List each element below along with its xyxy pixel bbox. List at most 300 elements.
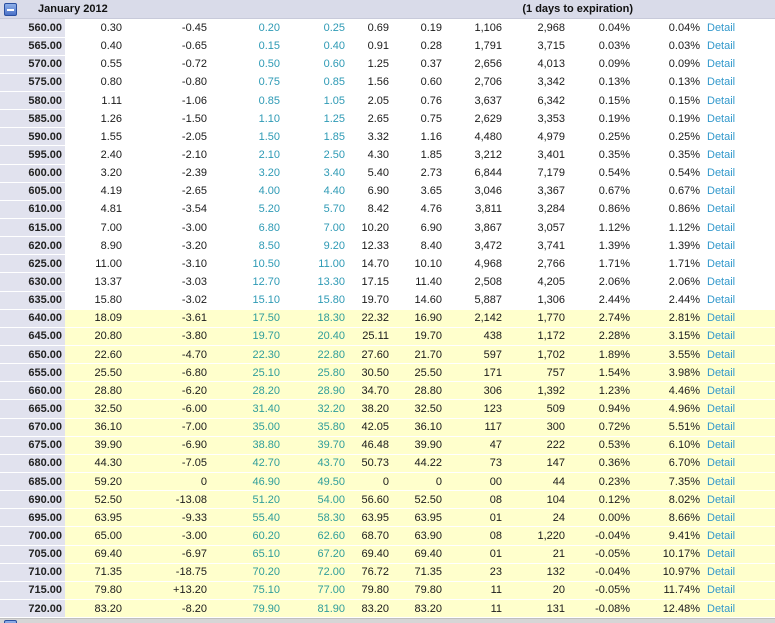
ask-cell[interactable]: 81.90 [283,600,348,618]
option-row [0,491,775,509]
option-row [0,509,775,527]
detail-link[interactable]: Detail [707,348,736,361]
option-row [0,581,775,599]
detail-link[interactable]: Detail [707,530,736,542]
strike-cell: 595.00 [0,146,65,164]
detail-cell [703,237,775,255]
high-cell: 22.32 [348,309,392,327]
strike-cell: 590.00 [0,128,65,146]
low-cell: 28.80 [392,382,445,400]
volume-cell: 2,706 [445,73,505,91]
volume-cell: 11 [445,581,505,599]
collapse-minus-icon[interactable] [4,3,17,16]
bid-cell[interactable]: 70.20 [210,563,283,581]
low-cell: 0.28 [392,37,445,55]
pct-b-cell: 4.96% [633,400,703,418]
volume-cell: 2,142 [445,309,505,327]
change-cell: -2.10 [125,146,210,164]
ask-cell[interactable]: 43.70 [283,454,348,472]
detail-link[interactable]: Detail [707,403,736,416]
detail-link[interactable]: Detail [707,21,736,34]
open-interest-cell: 757 [505,364,568,382]
detail-link[interactable]: Detail [707,330,736,343]
volume-cell: 5,887 [445,291,505,309]
pct-b-cell: 6.70% [633,454,703,472]
ask-cell[interactable]: 32.20 [283,400,348,418]
open-interest-cell: 3,342 [505,73,568,91]
detail-link[interactable]: Detail [707,584,736,597]
strike-cell: 675.00 [0,436,65,454]
bid-cell[interactable]: 15.10 [210,291,283,309]
bid-cell[interactable]: 19.70 [210,327,283,345]
volume-cell: 3,212 [445,146,505,164]
high-cell: 38.20 [348,400,392,418]
option-row [0,237,775,255]
high-cell: 25.11 [348,327,392,345]
detail-cell [703,19,775,37]
ask-cell[interactable]: 1.25 [283,110,348,128]
change-cell: -3.54 [125,200,210,218]
volume-cell: 6,844 [445,164,505,182]
pct-b-cell: 5.51% [633,418,703,436]
detail-link[interactable]: Detail [707,384,736,397]
volume-cell: 3,867 [445,219,505,237]
detail-cell [703,37,775,55]
open-interest-cell: 3,367 [505,182,568,200]
open-interest-cell: 104 [505,491,568,509]
low-cell: 16.90 [392,309,445,327]
detail-cell [703,454,775,472]
bid-cell[interactable]: 35.00 [210,418,283,436]
last-cell: 83.20 [65,600,125,618]
pct-b-cell: 3.55% [633,346,703,364]
volume-cell: 306 [445,382,505,400]
ask-cell[interactable]: 15.80 [283,291,348,309]
volume-cell: 11 [445,600,505,618]
open-interest-cell: 3,284 [505,200,568,218]
option-row [0,563,775,581]
pct-b-cell: 8.66% [633,509,703,527]
bid-cell[interactable]: 2.10 [210,146,283,164]
detail-cell [703,92,775,110]
strike-cell: 570.00 [0,55,65,73]
open-interest-cell: 2,766 [505,255,568,273]
bid-cell[interactable]: 75.10 [210,581,283,599]
high-cell: 2.65 [348,110,392,128]
option-row [0,219,775,237]
detail-cell [703,382,775,400]
detail-cell [703,182,775,200]
detail-link[interactable]: Detail [707,493,736,506]
pct-b-cell: 0.04% [633,19,703,37]
pct-b-cell: 1.39% [633,237,703,255]
low-cell: 25.50 [392,364,445,382]
last-cell: 18.09 [65,309,125,327]
option-row [0,128,775,146]
ask-cell[interactable]: 2.50 [283,146,348,164]
ask-cell[interactable]: 11.00 [283,255,348,273]
option-row [0,545,775,563]
ask-cell[interactable]: 22.80 [283,346,348,364]
detail-link[interactable]: Detail [707,149,736,162]
detail-link[interactable]: Detail [707,457,736,470]
last-cell: 32.50 [65,400,125,418]
detail-link[interactable]: Detail [707,58,736,71]
bid-cell[interactable]: 25.10 [210,364,283,382]
pct-b-cell: 0.13% [633,73,703,91]
ask-cell[interactable]: 9.20 [283,237,348,255]
detail-link[interactable]: Detail [707,40,736,53]
strike-cell: 575.00 [0,73,65,91]
change-cell: -3.02 [125,291,210,309]
option-row [0,309,775,327]
volume-cell: 117 [445,418,505,436]
last-cell: 8.90 [65,237,125,255]
last-cell: 4.19 [65,182,125,200]
detail-link[interactable]: Detail [707,511,736,524]
pct-a-cell: 2.28% [568,327,633,345]
volume-cell: 2,656 [445,55,505,73]
detail-link[interactable]: Detail [707,239,736,252]
bid-cell[interactable]: 0.15 [210,37,283,55]
volume-cell: 2,508 [445,273,505,291]
change-cell: -18.75 [125,563,210,581]
open-interest-cell: 1,306 [505,291,568,309]
open-interest-cell: 6,342 [505,92,568,110]
high-cell: 69.40 [348,545,392,563]
option-row [0,600,775,618]
high-cell: 2.05 [348,92,392,110]
high-cell: 42.05 [348,418,392,436]
change-cell: -0.45 [125,19,210,37]
detail-link[interactable]: Detail [707,112,736,125]
low-cell: 4.76 [392,200,445,218]
strike-cell: 605.00 [0,182,65,200]
low-cell: 1.85 [392,146,445,164]
ask-cell[interactable]: 1.05 [283,92,348,110]
strike-cell: 580.00 [0,92,65,110]
bid-cell[interactable]: 0.85 [210,92,283,110]
ask-cell[interactable]: 72.00 [283,563,348,581]
pct-b-cell: 0.54% [633,164,703,182]
pct-a-cell: 0.13% [568,73,633,91]
pct-a-cell: 0.53% [568,436,633,454]
pct-b-cell: 8.02% [633,491,703,509]
bid-cell[interactable]: 1.10 [210,110,283,128]
pct-b-cell: 6.10% [633,436,703,454]
low-cell: 0 [392,473,445,491]
option-row [0,182,775,200]
bid-cell[interactable]: 3.20 [210,164,283,182]
pct-a-cell: -0.08% [568,600,633,618]
detail-link[interactable]: Detail [707,221,736,234]
detail-link[interactable]: Detail [707,566,736,579]
detail-link[interactable]: Detail [707,203,736,216]
change-cell: -3.00 [125,219,210,237]
ask-cell[interactable]: 28.90 [283,382,348,400]
pct-b-cell: 0.35% [633,146,703,164]
last-cell: 0.55 [65,55,125,73]
high-cell: 12.33 [348,237,392,255]
high-cell: 17.15 [348,273,392,291]
pct-b-cell: 2.06% [633,273,703,291]
ask-cell[interactable]: 49.50 [283,473,348,491]
bid-cell[interactable]: 5.20 [210,200,283,218]
option-row [0,110,775,128]
pct-b-cell: 9.41% [633,527,703,545]
detail-cell [703,164,775,182]
low-cell: 83.20 [392,600,445,618]
option-row [0,454,775,472]
bid-cell[interactable]: 8.50 [210,237,283,255]
detail-cell [703,309,775,327]
bid-cell[interactable]: 60.20 [210,527,283,545]
next-section-header-partial [0,618,775,623]
pct-b-cell: 0.67% [633,182,703,200]
strike-cell: 615.00 [0,219,65,237]
strike-cell: 650.00 [0,346,65,364]
change-cell: -3.61 [125,309,210,327]
bid-cell[interactable]: 51.20 [210,491,283,509]
low-cell: 0.75 [392,110,445,128]
volume-cell: 171 [445,364,505,382]
pct-b-cell: 7.35% [633,473,703,491]
high-cell: 27.60 [348,346,392,364]
low-cell: 79.80 [392,581,445,599]
bid-cell[interactable]: 42.70 [210,454,283,472]
open-interest-cell: 21 [505,545,568,563]
open-interest-cell: 3,401 [505,146,568,164]
ask-cell[interactable]: 77.00 [283,581,348,599]
open-interest-cell: 1,770 [505,309,568,327]
expiration-group-header [0,0,775,19]
ask-cell[interactable]: 0.85 [283,73,348,91]
high-cell: 19.70 [348,291,392,309]
ask-cell[interactable]: 39.70 [283,436,348,454]
ask-cell[interactable]: 0.25 [283,19,348,37]
pct-a-cell: 0.86% [568,200,633,218]
ask-cell[interactable]: 20.40 [283,327,348,345]
detail-link[interactable]: Detail [707,257,736,270]
detail-cell [703,436,775,454]
bid-cell[interactable]: 0.75 [210,73,283,91]
open-interest-cell: 20 [505,581,568,599]
open-interest-cell: 509 [505,400,568,418]
strike-cell: 645.00 [0,327,65,345]
last-cell: 71.35 [65,563,125,581]
volume-cell: 4,480 [445,128,505,146]
option-row [0,19,775,37]
volume-cell: 4,968 [445,255,505,273]
volume-cell: 2,629 [445,110,505,128]
pct-b-cell: 2.44% [633,291,703,309]
ask-cell[interactable]: 67.20 [283,545,348,563]
open-interest-cell: 222 [505,436,568,454]
pct-a-cell: 0.54% [568,164,633,182]
high-cell: 83.20 [348,600,392,618]
detail-link[interactable]: Detail [707,421,736,434]
open-interest-cell: 2,968 [505,19,568,37]
volume-cell: 00 [445,473,505,491]
bid-cell[interactable]: 28.20 [210,382,283,400]
ask-cell[interactable]: 7.00 [283,219,348,237]
detail-link[interactable]: Detail [707,602,736,615]
volume-cell: 01 [445,545,505,563]
bid-cell[interactable]: 6.80 [210,219,283,237]
bid-cell[interactable]: 38.80 [210,436,283,454]
pct-a-cell: 0.15% [568,92,633,110]
high-cell: 30.50 [348,364,392,382]
low-cell: 2.73 [392,164,445,182]
change-cell: -2.39 [125,164,210,182]
pct-b-cell: 0.25% [633,128,703,146]
open-interest-cell: 4,205 [505,273,568,291]
detail-link[interactable]: Detail [707,130,736,143]
open-interest-cell: 1,220 [505,527,568,545]
detail-link[interactable]: Detail [707,439,736,452]
high-cell: 0.91 [348,37,392,55]
pct-b-cell: 0.19% [633,110,703,128]
last-cell: 44.30 [65,454,125,472]
last-cell: 69.40 [65,545,125,563]
last-cell: 0.30 [65,19,125,37]
detail-link[interactable]: Detail [707,294,736,307]
low-cell: 63.90 [392,527,445,545]
detail-cell [703,255,775,273]
option-row [0,55,775,73]
pct-a-cell: 0.09% [568,55,633,73]
last-cell: 1.26 [65,110,125,128]
detail-link[interactable]: Detail [707,76,736,89]
ask-cell[interactable]: 18.30 [283,309,348,327]
detail-link[interactable]: Detail [707,548,736,561]
low-cell: 10.10 [392,255,445,273]
option-row [0,382,775,400]
option-row [0,291,775,309]
option-row [0,327,775,345]
ask-cell[interactable]: 0.40 [283,37,348,55]
detail-cell [703,491,775,509]
last-cell: 65.00 [65,527,125,545]
detail-link[interactable]: Detail [707,475,736,488]
open-interest-cell: 1,172 [505,327,568,345]
bid-cell[interactable]: 22.30 [210,346,283,364]
open-interest-cell: 1,702 [505,346,568,364]
pct-a-cell: 0.25% [568,128,633,146]
last-cell: 39.90 [65,436,125,454]
last-cell: 52.50 [65,491,125,509]
detail-link[interactable]: Detail [707,312,736,325]
bid-cell[interactable]: 0.20 [210,19,283,37]
ask-cell[interactable]: 4.40 [283,182,348,200]
detail-link[interactable]: Detail [707,167,736,180]
detail-cell [703,291,775,309]
strike-cell: 680.00 [0,454,65,472]
pct-a-cell: -0.05% [568,581,633,599]
low-cell: 14.60 [392,291,445,309]
last-cell: 25.50 [65,364,125,382]
ask-cell[interactable]: 1.85 [283,128,348,146]
strike-cell: 600.00 [0,164,65,182]
change-cell: 0 [125,473,210,491]
ask-cell[interactable]: 62.60 [283,527,348,545]
high-cell: 76.72 [348,563,392,581]
strike-cell: 685.00 [0,473,65,491]
pct-a-cell: 0.00% [568,509,633,527]
strike-cell: 655.00 [0,364,65,382]
days-to-expiration-note: (1 days to expiration) [522,3,633,15]
detail-link[interactable]: Detail [707,366,736,379]
option-row [0,255,775,273]
pct-a-cell: 0.12% [568,491,633,509]
strike-cell: 620.00 [0,237,65,255]
pct-a-cell: 0.03% [568,37,633,55]
change-cell: -3.00 [125,527,210,545]
detail-link[interactable]: Detail [707,94,736,107]
pct-a-cell: 0.04% [568,19,633,37]
bid-cell[interactable]: 17.50 [210,309,283,327]
pct-b-cell: 1.71% [633,255,703,273]
change-cell: -6.97 [125,545,210,563]
open-interest-cell: 300 [505,418,568,436]
high-cell: 63.95 [348,509,392,527]
ask-cell[interactable]: 25.80 [283,364,348,382]
last-cell: 13.37 [65,273,125,291]
volume-cell: 123 [445,400,505,418]
option-row [0,273,775,291]
detail-cell [703,581,775,599]
bid-cell[interactable]: 55.40 [210,509,283,527]
strike-cell: 630.00 [0,273,65,291]
bid-cell[interactable]: 10.50 [210,255,283,273]
ask-cell[interactable]: 58.30 [283,509,348,527]
strike-cell: 585.00 [0,110,65,128]
change-cell: -0.72 [125,55,210,73]
open-interest-cell: 7,179 [505,164,568,182]
detail-link[interactable]: Detail [707,276,736,289]
ask-cell[interactable]: 35.80 [283,418,348,436]
option-row [0,473,775,491]
bid-cell[interactable]: 79.90 [210,600,283,618]
ask-cell[interactable]: 13.30 [283,273,348,291]
last-cell: 1.11 [65,92,125,110]
bid-cell[interactable]: 65.10 [210,545,283,563]
ask-cell[interactable]: 54.00 [283,491,348,509]
change-cell: -1.06 [125,92,210,110]
bid-cell[interactable]: 0.50 [210,55,283,73]
strike-cell: 705.00 [0,545,65,563]
ask-cell[interactable]: 3.40 [283,164,348,182]
pct-a-cell: -0.04% [568,563,633,581]
open-interest-cell: 4,979 [505,128,568,146]
detail-cell [703,418,775,436]
low-cell: 11.40 [392,273,445,291]
bid-cell[interactable]: 46.90 [210,473,283,491]
strike-cell: 635.00 [0,291,65,309]
low-cell: 44.22 [392,454,445,472]
bid-cell[interactable]: 1.50 [210,128,283,146]
bid-cell[interactable]: 12.70 [210,273,283,291]
ask-cell[interactable]: 0.60 [283,55,348,73]
change-cell: -8.20 [125,600,210,618]
change-cell: -6.20 [125,382,210,400]
pct-a-cell: 2.74% [568,309,633,327]
volume-cell: 3,046 [445,182,505,200]
ask-cell[interactable]: 5.70 [283,200,348,218]
detail-link[interactable]: Detail [707,185,736,198]
bid-cell[interactable]: 4.00 [210,182,283,200]
bid-cell[interactable]: 31.40 [210,400,283,418]
